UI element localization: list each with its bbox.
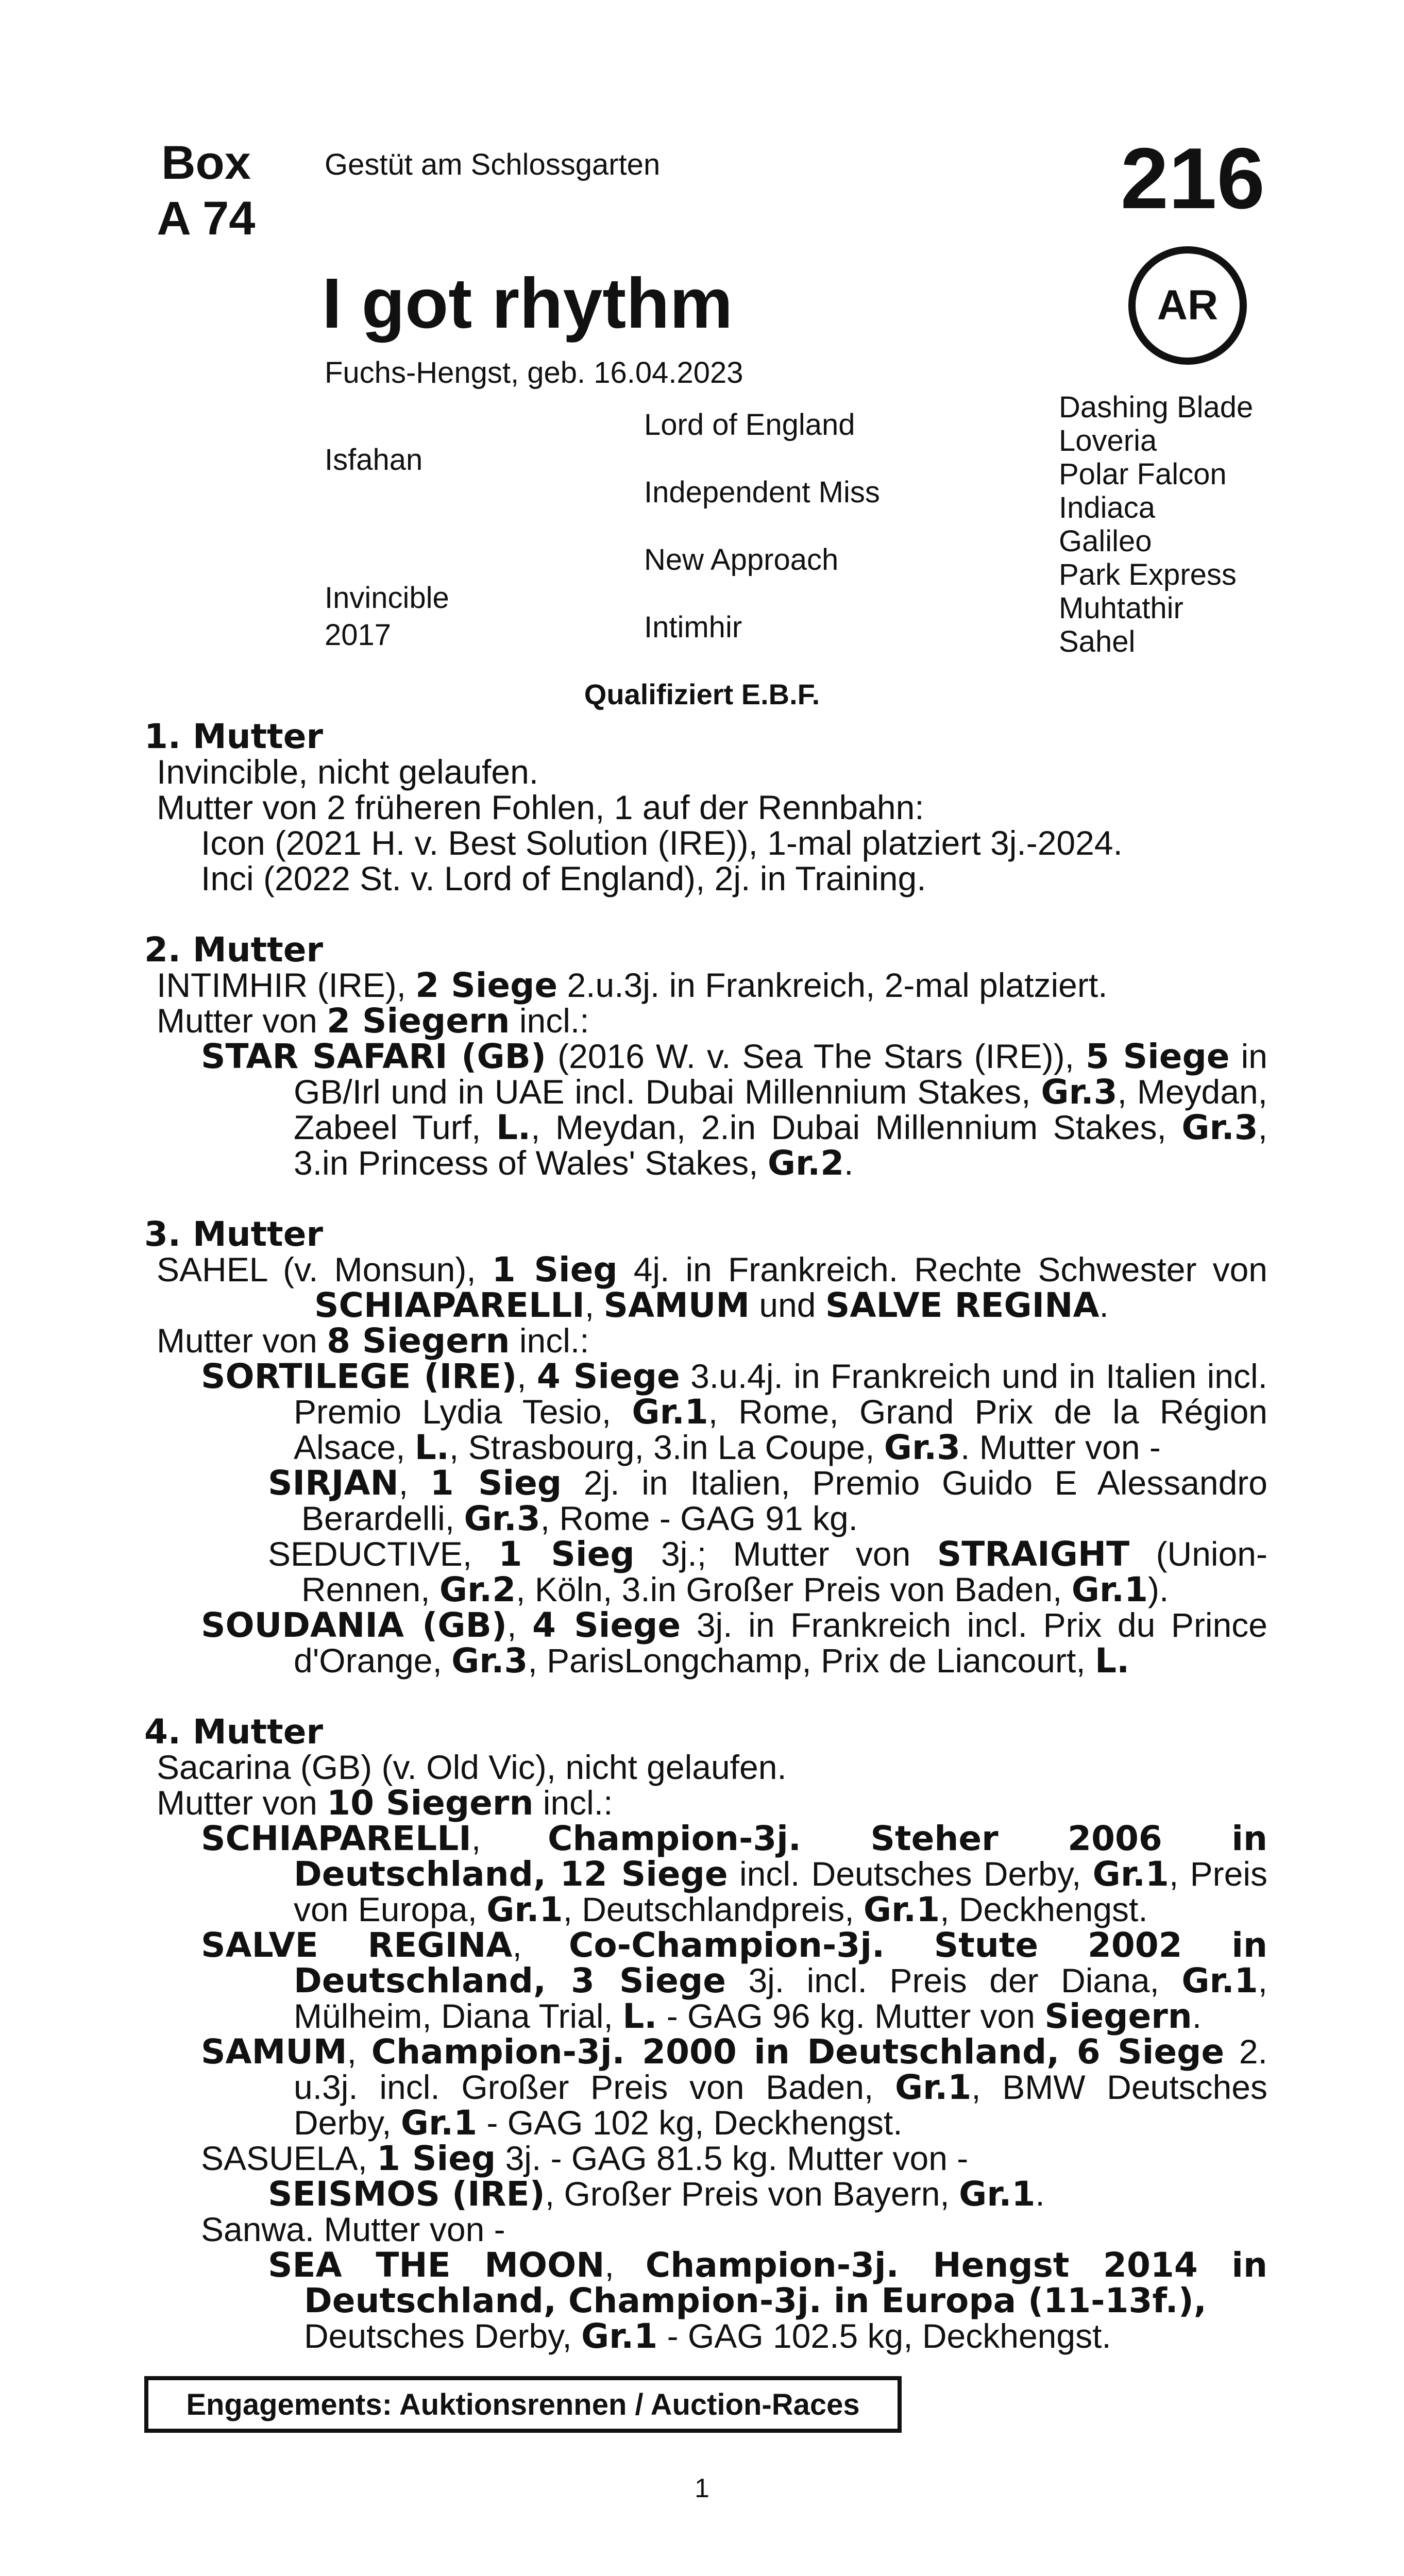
pedigree-gen3: Park Express	[1059, 558, 1237, 591]
text-line: SAHEL (v. Monsun), 1 Sieg 4j. in Frankreich. Rechte Schwester von SCHIAPARELLI, SAMUM und SALVE REGINA.	[157, 1250, 1267, 1325]
ar-badge	[1128, 246, 1247, 365]
section-heading: 1. Mutter	[144, 717, 324, 756]
foal-entry: Inci (2022 St. v. Lord of England), 2j. in Training.	[201, 859, 926, 897]
winner-entry: SOUDANIA (GB), 4 Siege 3j. in Frankreich incl. Prix du Prince d'Orange, Gr.3, ParisLongchamp, Prix de Liancourt, L.	[201, 1605, 1268, 1681]
box-value: A 74	[157, 192, 256, 245]
section-second-dam	[144, 932, 1267, 1181]
pedigree-dam: Invincible	[325, 581, 449, 615]
pedigree-gen2: New Approach	[644, 543, 839, 577]
lot-number: 216	[1120, 130, 1265, 227]
winner-entry: SALVE REGINA, Co-Champion-3j. Stute 2002 in Deutschland, 3 Siege 3j. incl. Preis der Diana, Gr.1, Mülheim, Diana Trial, L. - GAG 96 kg. Mutter von Siegern.	[201, 1925, 1267, 2036]
winner-entry: SAMUM, Champion-3j. 2000 in Deutschland, 6 Siege 2. u.3j. incl. Großer Preis von Baden, Gr.1, BMW Deutsches Derby, Gr.1 - GAG 102 kg, Deckhengst.	[201, 2032, 1267, 2143]
engagements-text: Engagements: Auktionsrennen / Auction-Races	[186, 2387, 860, 2421]
qualification: Qualifiziert E.B.F.	[584, 678, 820, 710]
produce-entry: Sanwa. Mutter von -	[201, 2210, 505, 2248]
winner-entry: STAR SAFARI (GB) (2016 W. v. Sea The Stars (IRE)), 5 Siege in GB/Irl und in UAE incl. Dubai Millennium Stakes, Gr.3, Meydan, Zabeel Turf, L., Meydan, 2.in Dubai Millennium Stakes, Gr.3, 3.in Princess of Wales' Stakes, Gr.2.	[201, 1037, 1267, 1183]
breeder: Gestüt am Schlossgarten	[325, 148, 661, 181]
text-line: Mutter von 8 Siegern incl.:	[157, 1321, 589, 1361]
pedigree-gen2: Lord of England	[644, 408, 855, 442]
catalogue-text	[144, 719, 1267, 2354]
pedigree-gen3: Loveria	[1059, 424, 1157, 457]
produce-entry: SASUELA, 1 Sieg 3j. - GAG 81.5 kg. Mutter von -	[201, 2139, 969, 2178]
produce-entry: SEDUCTIVE, 1 Sieg 3j.; Mutter von STRAIGHT (Union-Rennen, Gr.2, Köln, 3.in Großer Preis von Baden, Gr.1).	[268, 1534, 1267, 1609]
text-line: Mutter von 10 Siegern incl.:	[157, 1783, 613, 1823]
ar-badge-text: AR	[1157, 282, 1219, 329]
section-heading: 3. Mutter	[144, 1214, 324, 1254]
winner-entry: SIRJAN, 1 Sieg 2j. in Italien, Premio Guido E Alessandro Berardelli, Gr.3, Rome - GAG 91 kg.	[268, 1463, 1267, 1538]
pedigree-gen3: Galileo	[1059, 524, 1152, 558]
section-heading: 4. Mutter	[144, 1712, 324, 1752]
box-label: Box	[161, 137, 251, 189]
pedigree-gen3: Sahel	[1059, 625, 1136, 658]
pedigree-gen3: Indiaca	[1059, 491, 1156, 524]
horse-description: Fuchs-Hengst, geb. 16.04.2023	[325, 356, 743, 389]
winner-entry: SCHIAPARELLI, Champion-3j. Steher 2006 in Deutschland, 12 Siege incl. Deutsches Derby, Gr.1, Preis von Europa, Gr.1, Deutschlandpreis, Gr.1, Deckhengst.	[201, 1819, 1268, 1929]
text-line: INTIMHIR (IRE), 2 Siege 2.u.3j. in Frankreich, 2-mal platziert.	[157, 965, 1108, 1005]
text-line: Mutter von 2 Siegern incl.:	[157, 1001, 589, 1041]
pedigree-gen2: Independent Miss	[644, 476, 880, 509]
section-first-dam	[144, 719, 1267, 896]
section-heading: 2. Mutter	[144, 930, 324, 970]
text-line: Mutter von 2 früheren Fohlen, 1 auf der Rennbahn:	[157, 788, 924, 826]
engagements-box	[144, 2376, 902, 2433]
pedigree-dam-year: 2017	[325, 618, 392, 652]
horse-name: I got rhythm	[322, 264, 733, 343]
winner-entry: SEISMOS (IRE), Großer Preis von Bayern, Gr.1.	[268, 2174, 1045, 2214]
pedigree-gen3: Dashing Blade	[1059, 391, 1254, 424]
text-line: Invincible, nicht gelaufen.	[157, 753, 539, 791]
page-number: 1	[695, 2473, 709, 2503]
text-line: Sacarina (GB) (v. Old Vic), nicht gelaufen.	[157, 1748, 787, 1786]
pedigree-gen3: Polar Falcon	[1059, 457, 1227, 491]
winner-entry: SEA THE MOON, Champion-3j. Hengst 2014 in Deutschland, Champion-3j. in Europa (11-13f.), Deutsches Derby, Gr.1 - GAG 102.5 kg, Deckhengst.	[268, 2245, 1267, 2356]
winner-entry: SORTILEGE (IRE), 4 Siege 3.u.4j. in Frankreich und in Italien incl. Premio Lydia Tesio, Gr.1, Rome, Grand Prix de la Région Alsace, L., Strasbourg, 3.in La Coupe, Gr.3. Mutter von -	[201, 1357, 1268, 1467]
section-third-dam	[144, 1216, 1267, 1679]
pedigree-gen2: Intimhir	[644, 611, 742, 644]
section-fourth-dam	[144, 1714, 1267, 2354]
pedigree-gen3: Muhtathir	[1059, 591, 1183, 625]
pedigree-sire: Isfahan	[325, 443, 423, 477]
foal-entry: Icon (2021 H. v. Best Solution (IRE)), 1-mal platziert 3j.-2024.	[201, 824, 1123, 862]
box-number	[155, 135, 258, 246]
